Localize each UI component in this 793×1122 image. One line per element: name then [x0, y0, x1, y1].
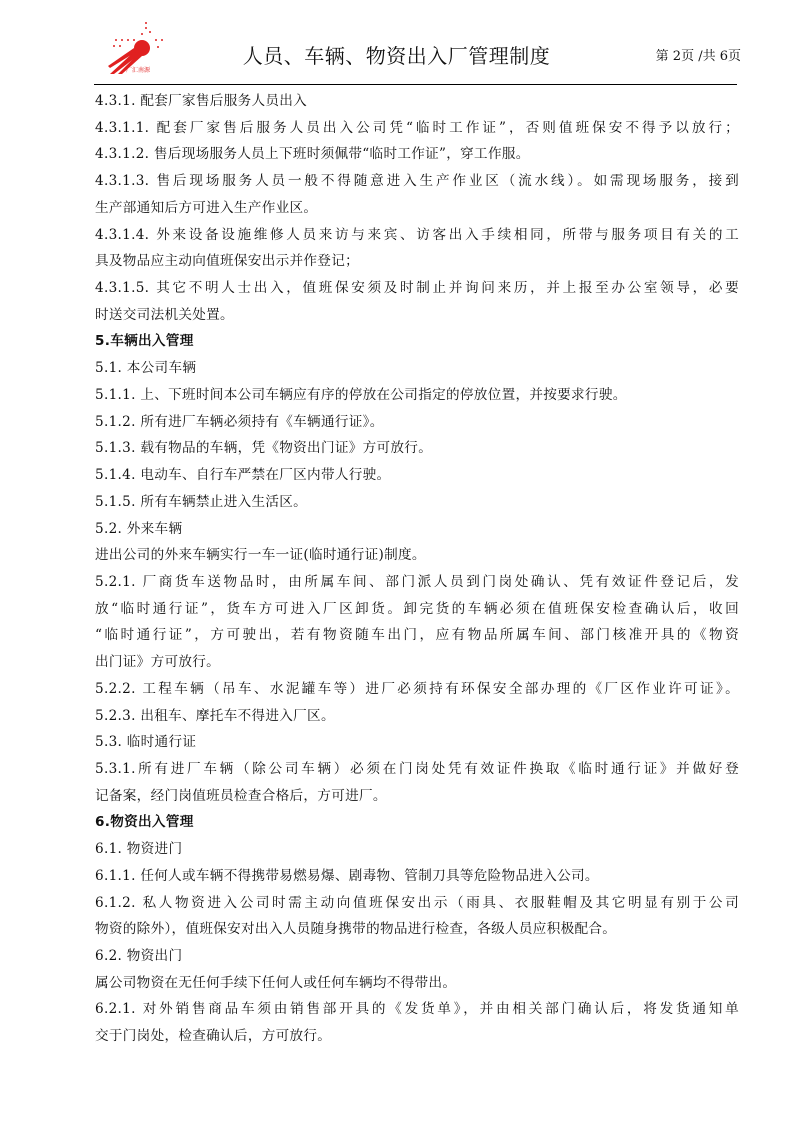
paragraph-line: 出门证》方可放行。: [95, 654, 221, 671]
paragraph-line: 记备案，经门岗值班员检查合格后，方可进厂。: [95, 787, 387, 804]
paragraph-line: 5.1.2. 所有进厂车辆必须持有《车辆通行证》。: [95, 413, 384, 430]
paragraph-line: 6.1.2. 私人物资进入公司时需主动向值班保安出示（雨具、衣服鞋帽及其它明显有别于公司: [95, 894, 739, 911]
paragraph-line: 放“临时通行证”，货车方可进入厂区卸货。卸完货的车辆必须在值班保安检查确认后，收回: [95, 600, 739, 617]
paragraph-line: 5.1.3. 载有物品的车辆，凭《物资出门证》方可放行。: [95, 440, 433, 457]
paragraph-line: 4.3.1.5. 其它不明人士出入，值班保安须及时制止并询问来历，并上报至办公室领导，必要: [95, 280, 739, 297]
paragraph-line: 交于门岗处，检查确认后，方可放行。: [95, 1028, 332, 1045]
paragraph-line: 4.3.1.1. 配套厂家售后服务人员出入公司凭“临时工作证”，否则值班保安不得予以放行；: [95, 119, 739, 136]
paragraph-line: 5.1.4. 电动车、自行车严禁在厂区内带人行驶。: [95, 467, 391, 484]
paragraph-line: 5.2.2. 工程车辆（吊车、水泥罐车等）进厂必须持有环保安全部办理的《厂区作业许可证》。: [95, 680, 739, 697]
paragraph-line: 属公司物资在无任何手续下任何人或任何车辆均不得带出。: [95, 974, 457, 991]
paragraph-line: 5.1.5. 所有车辆禁止进入生活区。: [95, 493, 308, 510]
paragraph-line: 4.3.1. 配套厂家售后服务人员出入: [95, 93, 308, 109]
paragraph-line: 具及物品应主动向值班保安出示并作登记；: [95, 253, 359, 270]
paragraph-line: 4.3.1.3. 售后现场服务人员一般不得随意进入生产作业区（流水线）。如需现场服务，接到: [95, 173, 739, 190]
paragraph-line: 5.3. 临时通行证: [95, 734, 197, 751]
paragraph-line: 进出公司的外来车辆实行一车一证(临时通行证)制度。: [95, 547, 426, 564]
paragraph-line: 6.1.1. 任何人或车辆不得携带易燃易爆、剧毒物、管制刀具等危险物品进入公司。: [95, 867, 599, 884]
paragraph-line: 4.3.1.2. 售后现场服务人员上下班时须佩带“临时工作证”，穿工作服。: [95, 146, 530, 163]
paragraph-line: 5.3.1.所有进厂车辆（除公司车辆）必须在门岗处凭有效证件换取《临时通行证》并做好登: [95, 761, 739, 777]
section-heading: 6.物资出入管理: [95, 814, 194, 831]
paragraph-line: 6.2.1. 对外销售商品车须由销售部开具的《发货单》，并由相关部门确认后，将发货通知单: [95, 1001, 739, 1018]
paragraph-line: 5.2.1. 厂商货车送物品时，由所属车间、部门派人员到门岗处确认、凭有效证件登记后，发: [95, 573, 739, 590]
page-number: 第 2页 /共 6页: [655, 49, 741, 64]
svg-text:厂汇南源: 厂汇南源: [126, 67, 151, 74]
paragraph-line: 5.2. 外来车辆: [95, 520, 183, 537]
section-heading: 5.车辆出入管理: [95, 333, 194, 350]
paragraph-line: 时送交司法机关处置。: [95, 306, 234, 323]
header-divider: [94, 84, 737, 85]
paragraph-line: 6.1. 物资进门: [95, 841, 183, 858]
paragraph-line: 5.2.3. 出租车、摩托车不得进入厂区。: [95, 707, 335, 724]
paragraph-line: 5.1.1. 上、下班时间本公司车辆应有序的停放在公司指定的停放位置，并按要求行驶。: [95, 386, 627, 403]
document-title: 人员、车辆、物资出入厂管理制度: [242, 44, 551, 68]
paragraph-line: 生产部通知后方可进入生产作业区。: [95, 199, 318, 216]
paragraph-line: 4.3.1.4. 外来设备设施维修人员来访与来宾、访客出入手续相同，所带与服务项目有关的工: [95, 226, 739, 243]
paragraph-line: 6.2. 物资出门: [95, 948, 183, 965]
paragraph-line: 物资的除外），值班保安对出入人员随身携带的物品进行检查，各级人员应积极配合。: [95, 921, 617, 938]
paragraph-line: 5.1. 本公司车辆: [95, 360, 197, 377]
paragraph-line: “临时通行证”，方可驶出，若有物资随车出门，应有物品所属车间、部门核准开具的《物资: [95, 627, 739, 644]
